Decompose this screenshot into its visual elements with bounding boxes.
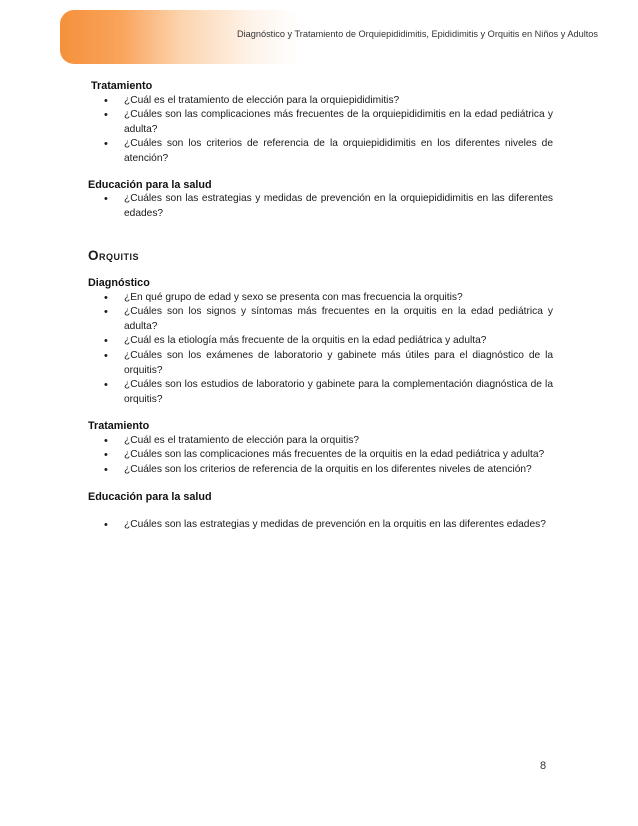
question-list-educacion bbox=[88, 192, 553, 221]
list-item: • ¿Cuál es la etiología más frecuente de la orquitis en la edad pediátrica y adulta? bbox=[104, 335, 487, 348]
bullet-icon: • bbox=[104, 193, 108, 206]
bullet-icon: • bbox=[104, 349, 108, 362]
list-item: • ¿Cuáles son los exámenes de laboratorio y gabinete más útiles para el diagnóstico de la orquitis? bbox=[104, 349, 553, 376]
bullet-icon: • bbox=[104, 94, 108, 107]
bullet-icon: • bbox=[104, 379, 108, 392]
question-list-educacion bbox=[88, 518, 553, 533]
list-item: • ¿Cuáles son los signos y síntomas más frecuentes en la orquitis en la edad pediátrica y adulta? bbox=[104, 306, 553, 332]
bullet-icon: • bbox=[104, 519, 108, 532]
page-number: 8 bbox=[540, 760, 547, 772]
question-list-tratamiento bbox=[88, 94, 553, 167]
list-item: • ¿Cuáles son los criterios de referencia de la orquiepididimitis en los diferentes niveles de atención? bbox=[104, 138, 553, 164]
page-content bbox=[88, 79, 553, 533]
list-item: • ¿En qué grupo de edad y sexo se presenta con mas frecuencia la orquitis? bbox=[104, 291, 463, 304]
list-item: • ¿Cuáles son las complicaciones más frecuentes de la orquiepididimitis en la edad pediátrica y adulta? bbox=[104, 109, 553, 135]
list-item: • ¿Cuáles son las estrategias y medidas de prevención en la orquitis en las diferentes edades? bbox=[104, 519, 546, 532]
bullet-icon: • bbox=[104, 138, 108, 151]
bullet-icon: • bbox=[104, 109, 108, 122]
list-item: • ¿Cuál es el tratamiento de elección para la orquiepididimitis? bbox=[104, 94, 400, 107]
question-list-tratamiento bbox=[88, 434, 553, 478]
document-title: Diagnóstico y Tratamiento de Orquiepididimitis, Epididimitis y Orquitis en Niños y Adultos bbox=[236, 29, 598, 39]
bullet-icon: • bbox=[104, 335, 108, 348]
list-item: • ¿Cuáles son las complicaciones más frecuentes de la orquitis en la edad pediátrica y adulta? bbox=[104, 449, 545, 462]
bullet-icon: • bbox=[104, 464, 108, 477]
list-item: • ¿Cuál es el tratamiento de elección para la orquitis? bbox=[104, 434, 360, 447]
list-item: • ¿Cuáles son las estrategias y medidas de prevención en la orquiepididimitis en las diferentes edades? bbox=[104, 193, 553, 219]
section-heading-educacion: Educación para la salud bbox=[88, 490, 212, 503]
list-item: • ¿Cuáles son los criterios de referencia de la orquitis en los diferentes niveles de atención? bbox=[104, 464, 532, 477]
section-heading-tratamiento: Tratamiento bbox=[91, 80, 153, 92]
bullet-icon: • bbox=[104, 306, 108, 319]
bullet-icon: • bbox=[104, 291, 108, 304]
bullet-icon: • bbox=[104, 449, 108, 462]
question-list-diagnostico bbox=[88, 291, 553, 408]
section-title-orquitis: Orquitis bbox=[88, 248, 140, 264]
section-heading-diagnostico: Diagnóstico bbox=[88, 276, 150, 289]
section-heading-tratamiento: Tratamiento bbox=[88, 420, 150, 433]
list-item: • ¿Cuáles son los estudios de laboratorio y gabinete para la complementación diagnóstica de la orquitis? bbox=[104, 379, 553, 405]
section-heading-educacion: Educación para la salud bbox=[88, 178, 212, 191]
bullet-icon: • bbox=[104, 434, 108, 447]
